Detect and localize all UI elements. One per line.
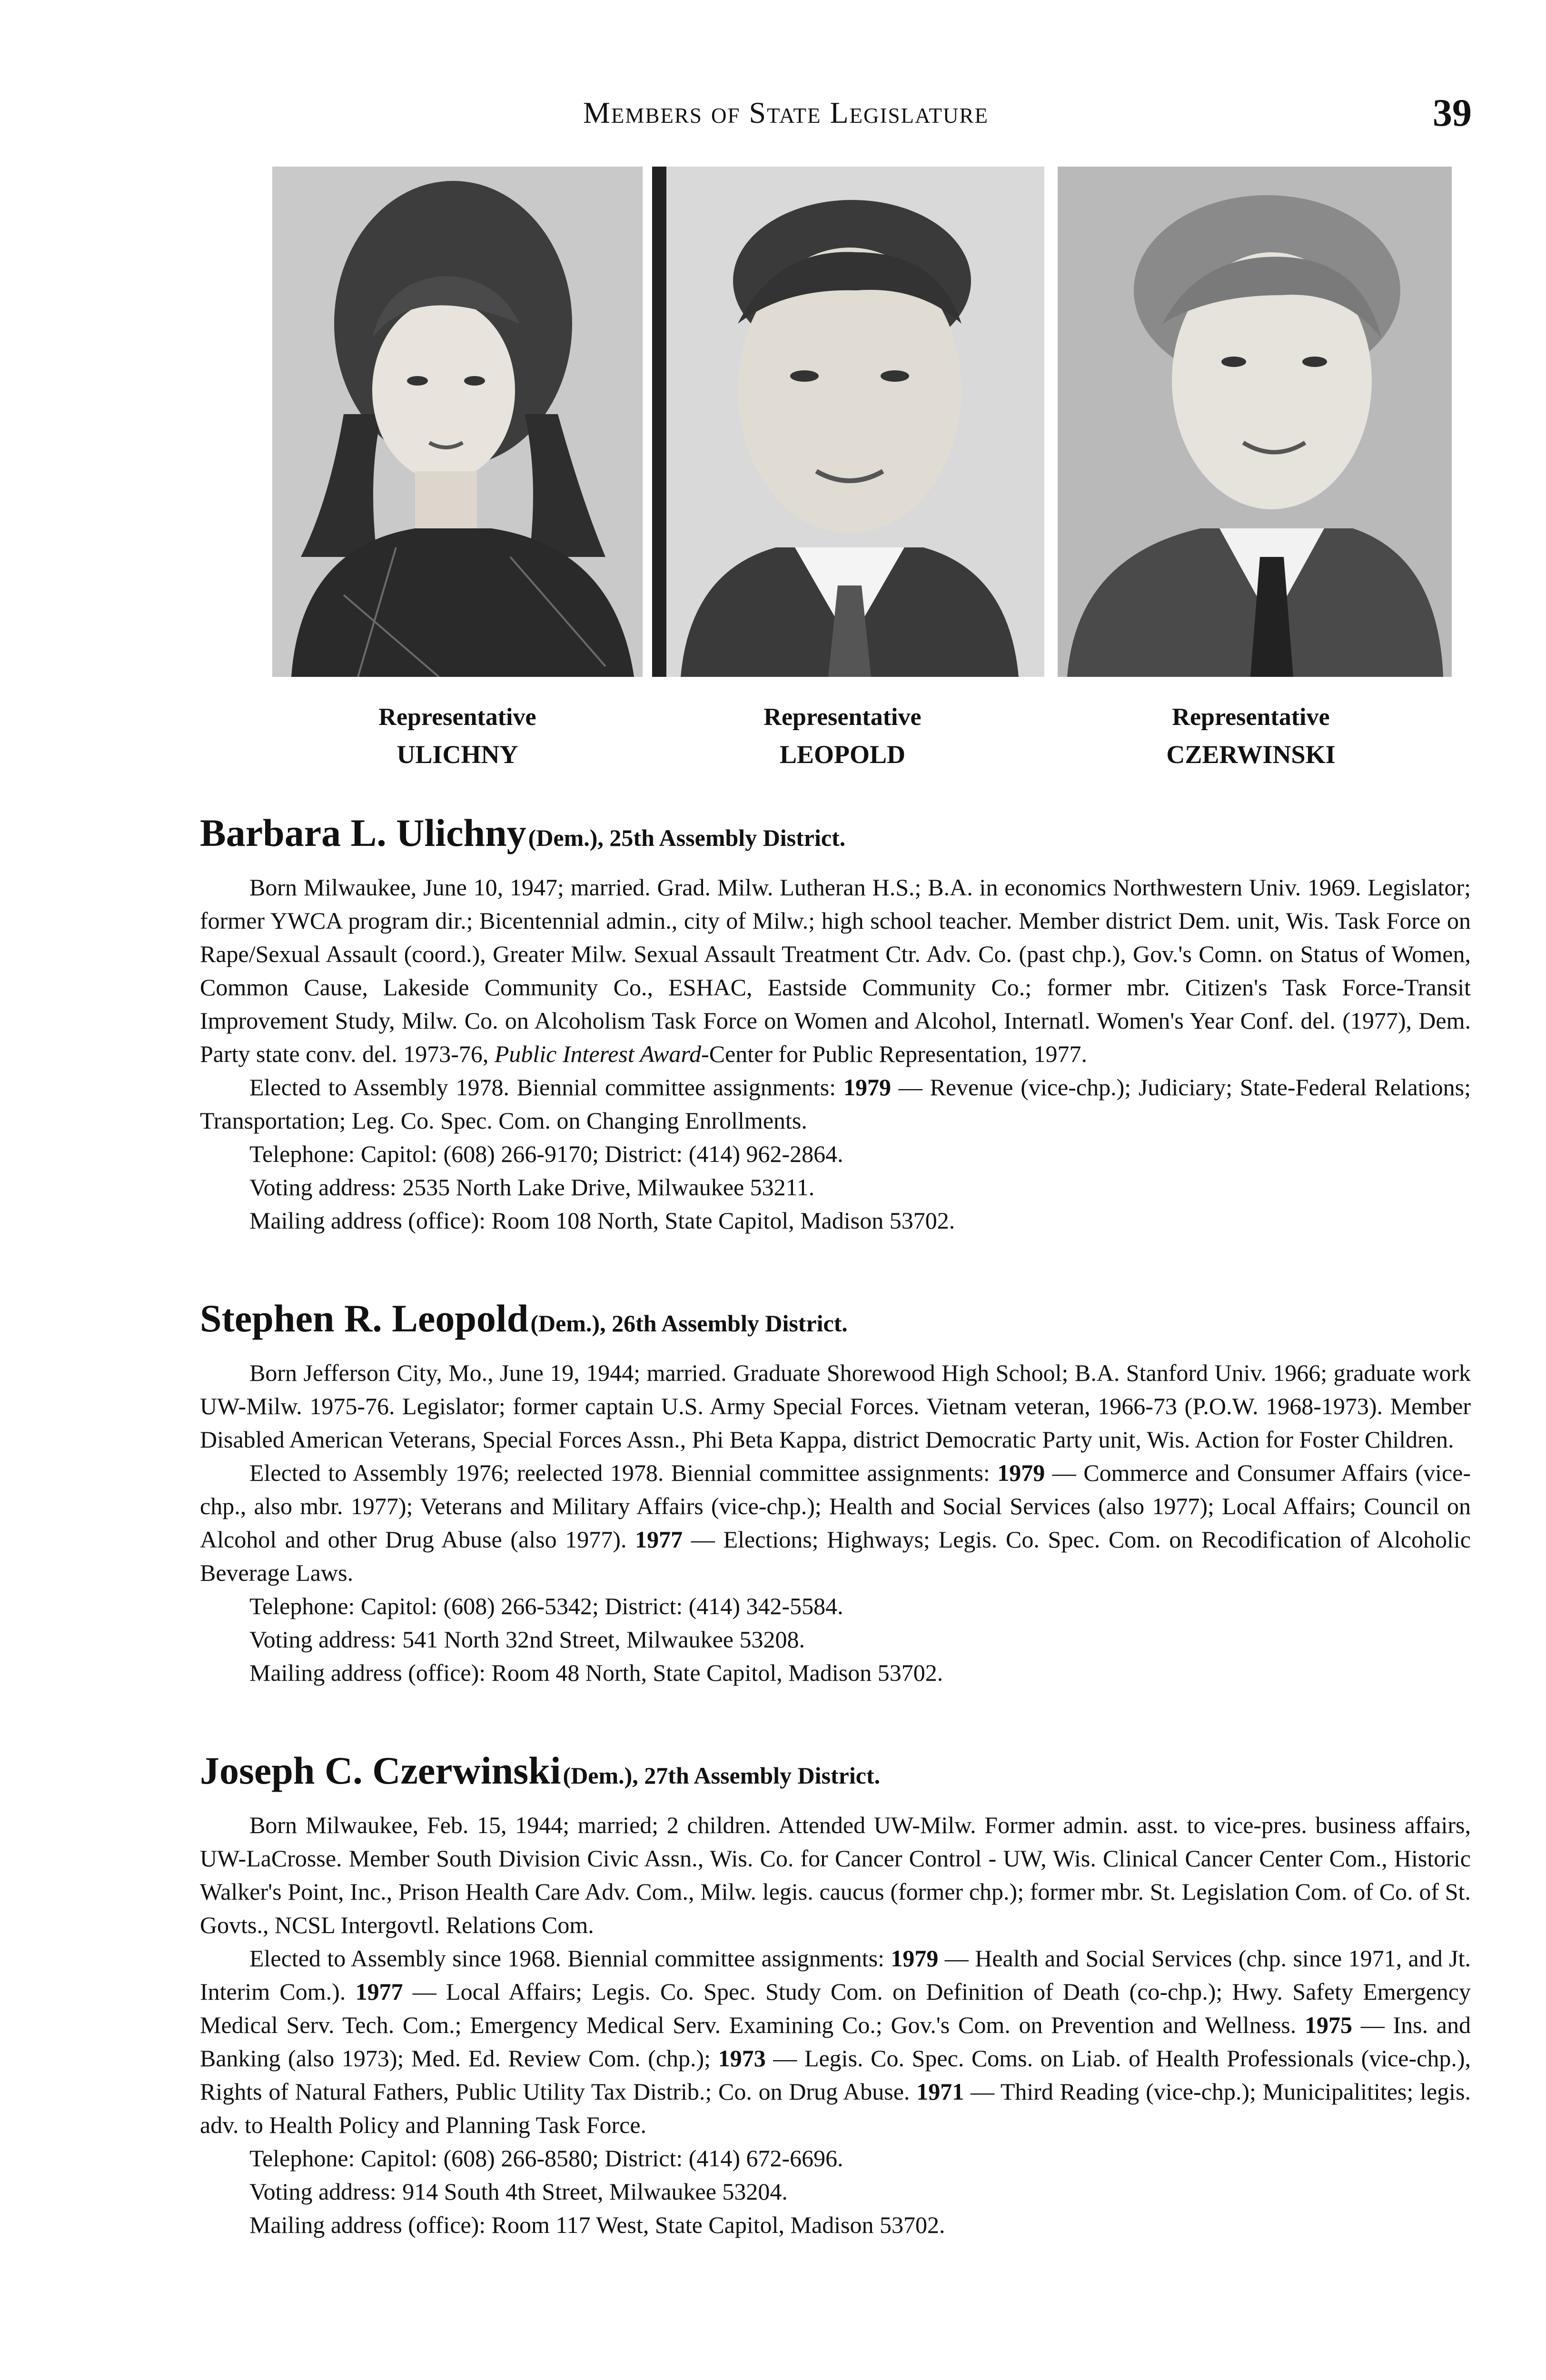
caption-surname: LEOPOLD bbox=[779, 740, 906, 769]
caption-role: Representative bbox=[378, 704, 536, 731]
award-title: Public Interest Award bbox=[494, 1041, 702, 1067]
bio-committees: Elected to Assembly since 1968. Biennial committee assignments: 1979 — Health and Social Services (chp. since 1971, and Jt. Interim Com.). 1977 — Local Affairs; Legis. Co. Spec. Study Com. on Definition of Death (co-chp.); Hwy. Safety Emergency Medical Serv. Tech. Com.; Emergency Medical Serv. Examining Co.; Gov.'s Com. on Prevention and Wellness. 1975 — Ins. and Banking (also 1973); Med. Ed. Review Com. (chp.); 1973 — Legis. Co. Spec. Coms. on Liab. of Health Professionals (vice-chp.), Rights of Natural Fathers, Public Utility Tax Distrib.; Co. on Drug Abuse. 1971 — Third Reading (vice-chp.); Municipalitites; legis. adv. to Health Policy and Planning Task Force. bbox=[200, 1945, 1471, 2138]
bio-voting-address: Voting address: 2535 North Lake Drive, Milwaukee 53211. bbox=[249, 1174, 815, 1200]
bio-name: Barbara L. Ulichny bbox=[200, 811, 526, 854]
bio-ulichny bbox=[200, 809, 1471, 1237]
bio-mailing-address: Mailing address (office): Room 117 West, State Capitol, Madison 53702. bbox=[249, 2211, 945, 2238]
caption-czerwinski bbox=[1084, 699, 1417, 773]
bio-name: Stephen R. Leopold bbox=[200, 1297, 529, 1340]
caption-ulichny bbox=[291, 699, 624, 773]
caption-surname: CZERWINSKI bbox=[1166, 740, 1336, 769]
bio-party-district: (Dem.), 27th Assembly District. bbox=[563, 1762, 881, 1789]
bio-name: Joseph C. Czerwinski bbox=[200, 1749, 561, 1792]
bio-background: Born Milwaukee, June 10, 1947; married. Grad. Milw. Lutheran H.S.; B.A. in economics Northwestern Univ. 1969. Legislator; former YWCA program dir.; Bicentennial admin., city of Milw.; high school teacher. Member district Dem. unit, Wis. Task Force on Rape/Sexual Assault (coord.), Greater Milw. Sexual Assault Treatment Ctr. Adv. Co. (past chp.), Gov.'s Comn. on Status of Women, Common Cause, Lakeside Community Co., ESHAC, Eastside Community Co.; former mbr. Citizen's Task Force-Transit Improvement Study, Milw. Co. on Alcoholism Task Force on Women and Alcohol, Internatl. Women's Year Conf. del. (1977), Dem. Party state conv. del. 1973-76, Public Interest Award-Center for Public Representation, 1977. bbox=[200, 874, 1471, 1067]
caption-leopold bbox=[676, 699, 1009, 773]
bio-voting-address: Voting address: 914 South 4th Street, Milwaukee 53204. bbox=[249, 2178, 788, 2205]
page-number: 39 bbox=[1433, 91, 1472, 134]
portrait-leopold bbox=[652, 167, 1044, 677]
bio-heading bbox=[200, 1295, 1471, 1353]
bio-mailing-address: Mailing address (office): Room 48 North, State Capitol, Madison 53702. bbox=[249, 1659, 943, 1686]
bio-background: Born Jefferson City, Mo., June 19, 1944; married. Graduate Shorewood High School; B.A. Stanford Univ. 1966; graduate work UW-Milw. 1975-76. Legislator; former captain U.S. Army Special Forces. Vietnam veteran, 1966-73 (P.O.W. 1968-1973). Member Disabled American Veterans, Special Forces Assn., Phi Beta Kappa, district Democratic Party unit, Wis. Action for Foster Children. bbox=[200, 1359, 1471, 1453]
caption-role: Representative bbox=[763, 704, 922, 731]
caption-surname: ULICHNY bbox=[396, 740, 518, 769]
portrait-ulichny bbox=[272, 167, 643, 677]
bio-background: Born Milwaukee, Feb. 15, 1944; married; 2 children. Attended UW-Milw. Former admin. asst. to vice-pres. business affairs, UW-LaCrosse. Member South Division Civic Assn., Wis. Co. for Cancer Control - UW, Wis. Clinical Cancer Center Com., Historic Walker's Point, Inc., Prison Health Care Adv. Com., Milw. legis. caucus (former chp.); former mbr. St. Legislation Com. of Co. of St. Govts., NCSL Intergovtl. Relations Com. bbox=[200, 1812, 1471, 1938]
bio-telephone: Telephone: Capitol: (608) 266-5342; District: (414) 342-5584. bbox=[249, 1593, 843, 1619]
bio-czerwinski bbox=[200, 1747, 1471, 2241]
bio-heading bbox=[200, 809, 1471, 868]
portrait-czerwinski bbox=[1058, 167, 1452, 677]
bio-heading bbox=[200, 1747, 1471, 1805]
bio-mailing-address: Mailing address (office): Room 108 North, State Capitol, Madison 53702. bbox=[249, 1207, 955, 1234]
bio-voting-address: Voting address: 541 North 32nd Street, Milwaukee 53208. bbox=[249, 1626, 805, 1653]
caption-role: Representative bbox=[1172, 704, 1330, 731]
bio-telephone: Telephone: Capitol: (608) 266-8580; District: (414) 672-6696. bbox=[249, 2145, 843, 2172]
running-title: Members of State Legislature bbox=[583, 96, 989, 129]
bio-leopold bbox=[200, 1295, 1471, 1689]
bio-committees: Elected to Assembly 1976; reelected 1978. Biennial committee assignments: 1979 — Commerce and Consumer Affairs (vice-chp., also mbr. 1977); Veterans and Military Affairs (vice-chp.); Health and Social Services (also 1977); Local Affairs; Council on Alcohol and other Drug Abuse (also 1977). 1977 — Elections; Highways; Legis. Co. Spec. Com. on Recodification of Alcoholic Beverage Laws. bbox=[200, 1459, 1471, 1586]
bio-telephone: Telephone: Capitol: (608) 266-9170; District: (414) 962-2864. bbox=[249, 1140, 843, 1167]
bio-committees: Elected to Assembly 1978. Biennial committee assignments: 1979 — Revenue (vice-chp.); Judiciary; State-Federal Relations; Transportation; Leg. Co. Spec. Com. on Changing Enrollments. bbox=[200, 1074, 1471, 1134]
bio-party-district: (Dem.), 26th Assembly District. bbox=[530, 1310, 848, 1337]
bio-party-district: (Dem.), 25th Assembly District. bbox=[528, 824, 846, 851]
